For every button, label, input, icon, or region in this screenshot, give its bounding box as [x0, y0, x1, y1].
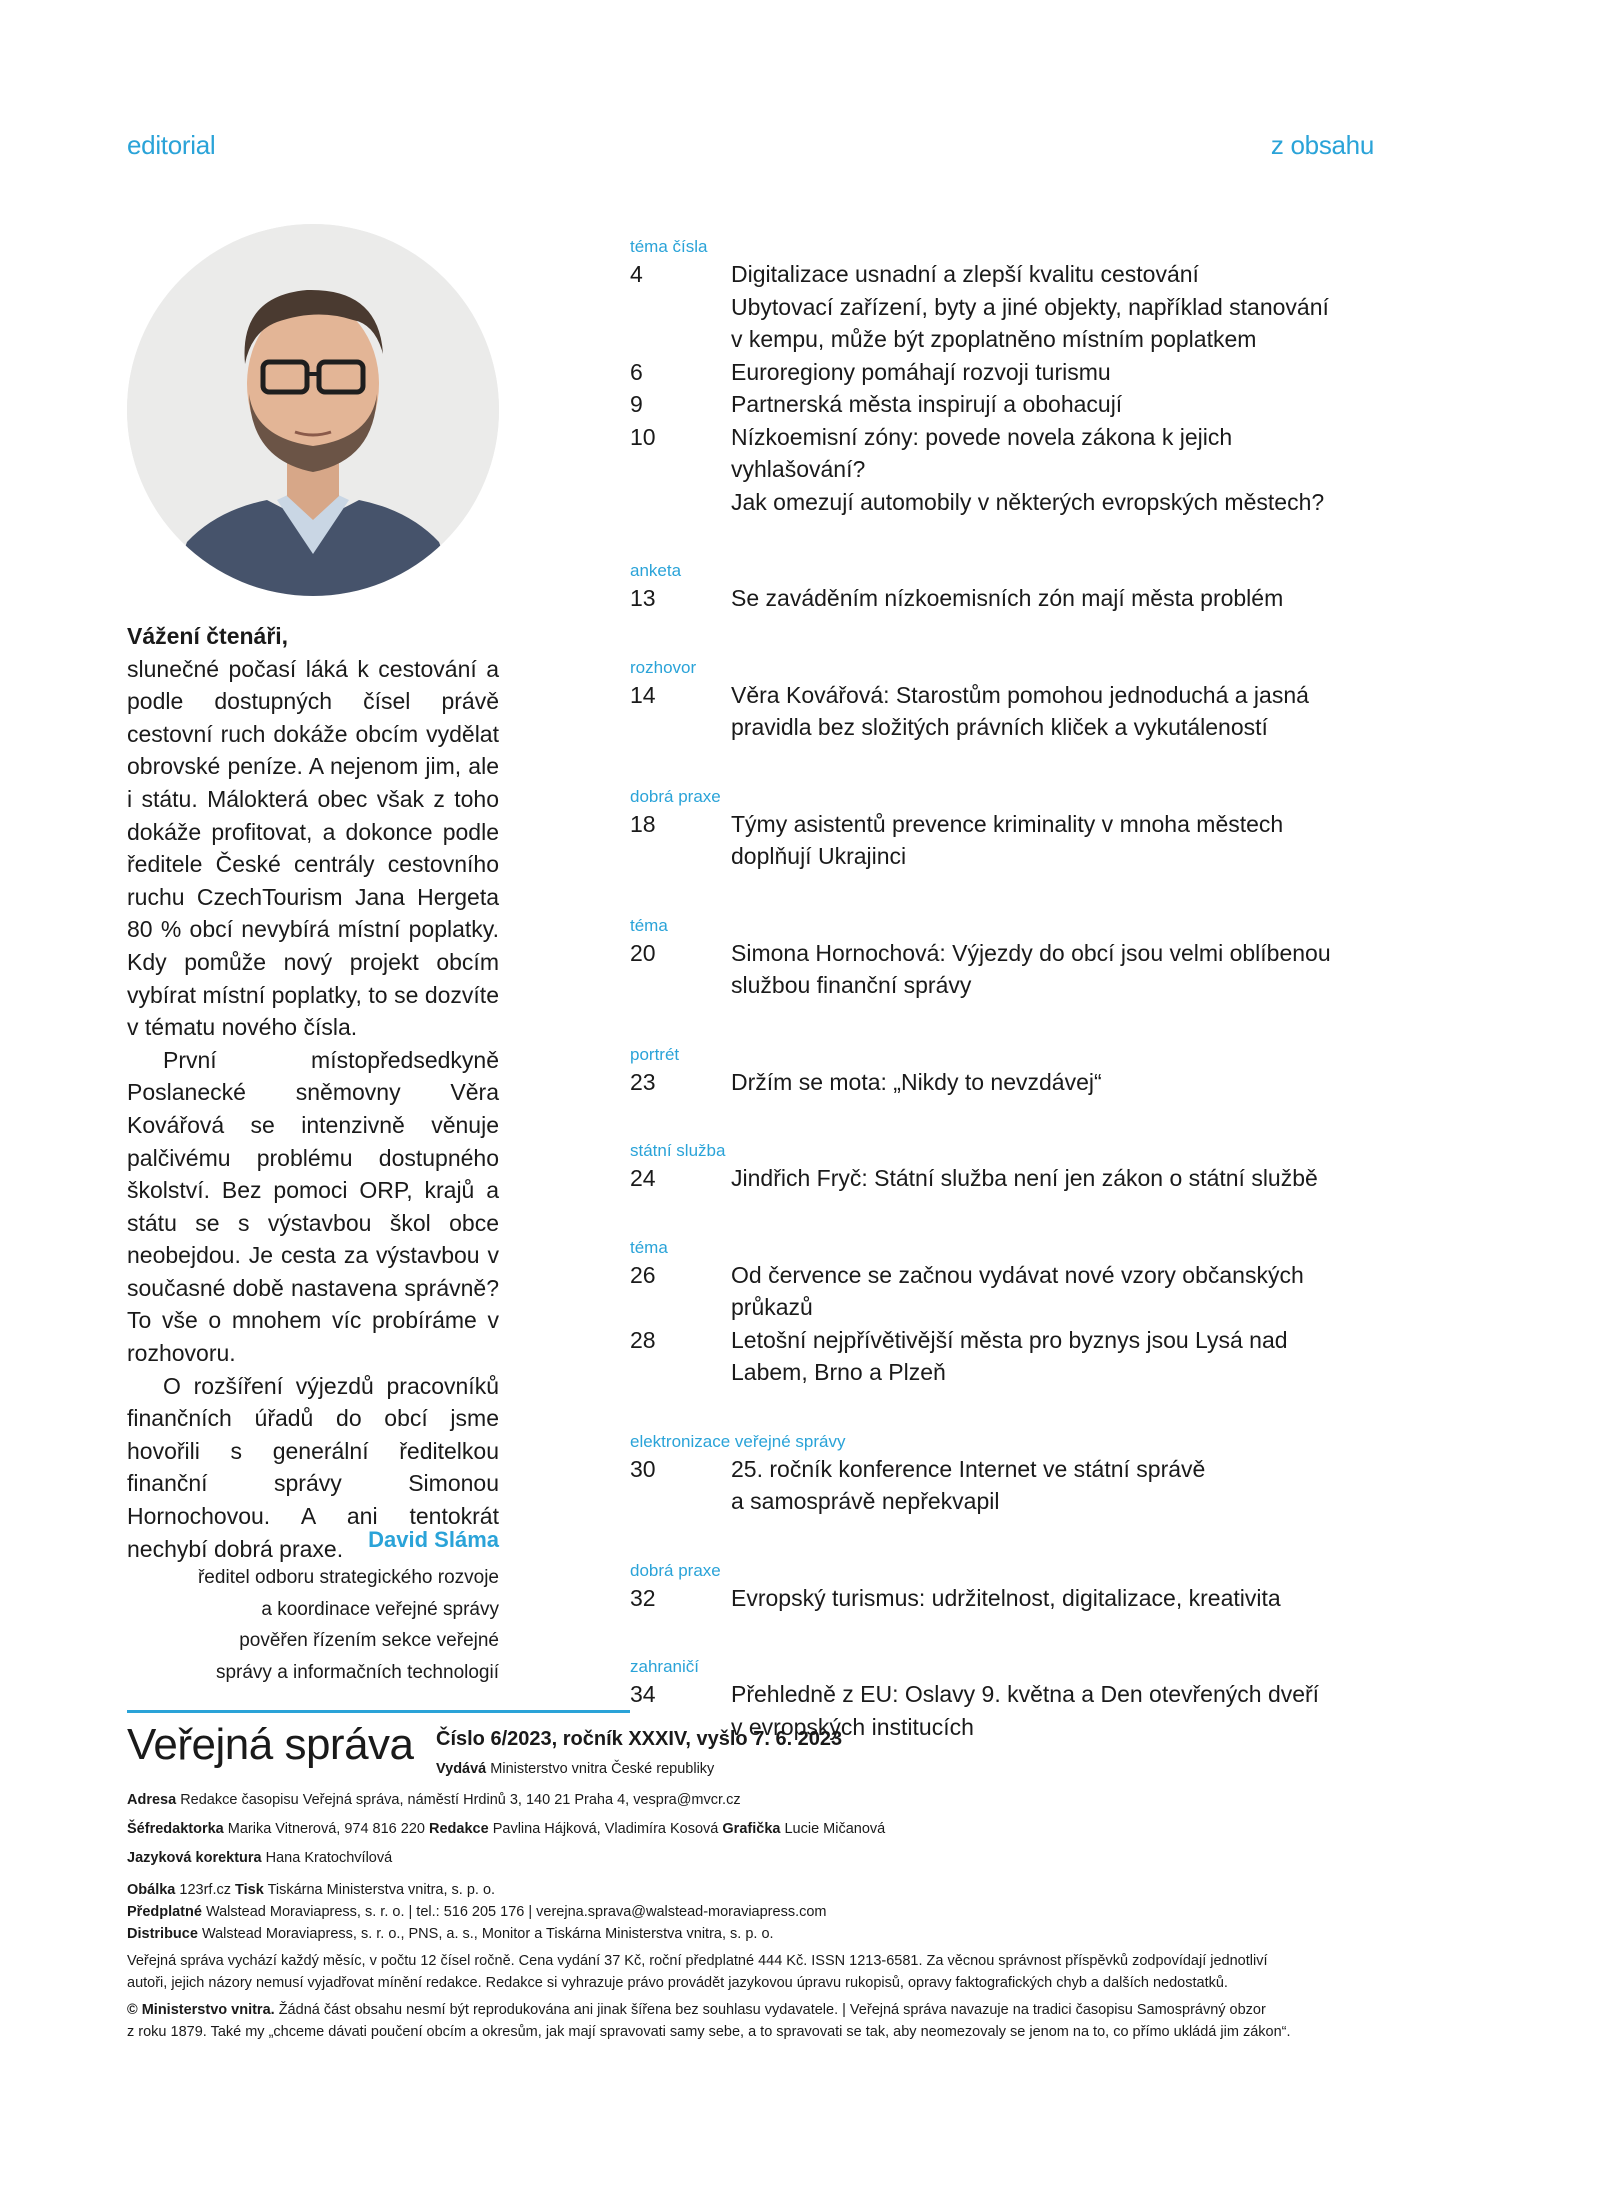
toc-entry[interactable] [630, 258, 1370, 356]
toc-section-label: elektronizace veřejné správy [630, 1431, 846, 1451]
colophon-distribution: Distribuce Walstead Moraviapress, s. r. o., PNS, a. s., Monitor a Tiskárna Ministerstva vnitra, s. p. o. [127, 1926, 774, 1942]
toc-entry[interactable] [630, 388, 1370, 421]
toc-entry-line: Euroregiony pomáhají rozvoji turismu [731, 358, 1111, 385]
toc-entry-line: službou finanční správy [731, 972, 972, 998]
toc-entry-line: 25. ročník konference Internet ve státní správě [731, 1455, 1206, 1482]
colophon-info-line: autoři, jejich názory nemusí vyjadřovat mínění redakce. Redakce si vyhrazuje právo provádět jazykovou úpravu rukopisů, opravy faktografických chyb a dalších nedostatků. [127, 1975, 1228, 1991]
toc-page-number: 30 [630, 1455, 656, 1482]
toc-page-number: 6 [630, 358, 643, 385]
toc-entry-line: Věra Kovářová: Starostům pomohou jednoduchá a jasná [731, 681, 1309, 708]
toc-entry-title [731, 937, 1370, 1002]
toc-entry-title [731, 356, 1370, 389]
toc-entry[interactable] [630, 679, 1370, 744]
toc-entry[interactable] [630, 421, 1370, 519]
author-name: David Sláma [368, 1527, 499, 1552]
colophon-copyright: © Ministerstvo vnitra. Žádná část obsahu nesmí být reprodukována ani jinak šířena bez souhlasu vydavatele. | Veřejná správa navazuje na tradici časopisu Samosprávný obzor [127, 2002, 1266, 2018]
section-header-editorial: editorial [127, 130, 216, 160]
toc-section [630, 1140, 1370, 1195]
issue-info: Číslo 6/2023, ročník XXXIV, vyšlo 7. 6. 2023 [436, 1728, 843, 1750]
editorial-text [127, 620, 499, 1565]
toc-entry-title [731, 1453, 1370, 1518]
colophon-editors: Šéfredaktorka Marika Vitnerová, 974 816 220 Redakce Pavlina Hájková, Vladimíra Kosová Grafička Lucie Mičanová [127, 1821, 886, 1837]
toc-entry-line: Týmy asistentů prevence kriminality v mnoha městech [731, 810, 1284, 837]
toc-entry-title [731, 1162, 1370, 1195]
toc-section-label: rozhovor [630, 657, 697, 677]
toc-page-number: 26 [630, 1261, 656, 1288]
colophon-info-line: Veřejná správa vychází každý měsíc, v počtu 12 čísel ročně. Cena vydání 37 Kč, roční předplatné 444 Kč. ISSN 1213-6581. Za věcnou správnost příspěvků zodpovídají jednotliví [127, 1953, 1268, 1969]
toc-page-number: 32 [630, 1584, 656, 1611]
toc-page-number: 24 [630, 1165, 656, 1191]
toc-entry-title [731, 582, 1370, 615]
editorial-paragraph: slunečné počasí láká k cestování a podle dostupných čísel právě cestovní ruch dokáže obcím vydělat obrovské peníze. A nejenom jim, ale i státu. Málokterá obec však z toho dokáže profitovat, a dokonce podle ředitele České centrály cestovního ruchu CzechTourism Jana Hergeta 80 % obcí nevybírá místní poplatky. Kdy pomůže nový projekt obcím vybírat místní poplatky, to se dozvíte v tématu nového čísla. [127, 655, 499, 1041]
author-role-line: a koordinace veřejné správy [261, 1598, 499, 1620]
toc-section [630, 657, 1370, 744]
toc-page-number: 18 [630, 810, 656, 837]
colophon-subscription: Předplatné Walstead Moraviapress, s. r. o. | tel.: 516 205 176 | verejna.sprava@walstead-moraviapress.com [127, 1904, 827, 1920]
toc-page-number: 28 [630, 1326, 656, 1353]
toc-section-label: anketa [630, 561, 682, 580]
toc-entry-line: Se zaváděním nízkoemisních zón mají města problém [731, 585, 1284, 611]
toc-section [630, 1560, 1370, 1615]
colophon-cover-print: Obálka 123rf.cz Tisk Tiskárna Ministerstva vnitra, s. p. o. [127, 1882, 496, 1898]
author-portrait-photo [127, 224, 499, 596]
toc-section [630, 1237, 1370, 1389]
toc-page-number: 10 [630, 423, 656, 450]
author-role-line: pověřen řízením sekce veřejné [239, 1630, 499, 1651]
toc-entry-line: Ubytovací zařízení, byty a jiné objekty, například stanování [731, 293, 1329, 320]
toc-page-number: 14 [630, 681, 656, 708]
toc-entry-line: doplňují Ukrajinci [731, 843, 907, 869]
table-of-contents [630, 236, 1370, 1743]
toc-entry-line: Labem, Brno a Plzeň [731, 1359, 946, 1385]
toc-entry-title [731, 1582, 1370, 1615]
toc-section-label: zahraničí [630, 1657, 699, 1676]
editorial-paragraph: První místopředsedkyně Poslanecké sněmovny Věra Kovářová se intenzivně věnuje palčivému problému dostupného školství. Bez pomoci ORP, krajů a státu se s výstavbou škol obce neobejdou. Je cesta za výstavbou v současné době nastavena správně? To vše o mnohem víc probíráme v rozhovoru. [127, 1046, 499, 1367]
colophon-proofreading: Jazyková korektura Hana Kratochvílová [127, 1850, 393, 1866]
toc-page-number: 4 [630, 261, 643, 287]
toc-entry-line: Nízkoemisní zóny: povede novela zákona k jejich vyhlašování? [731, 423, 1233, 482]
author-role-line: ředitel odboru strategického rozvoje [197, 1567, 499, 1588]
toc-section-label: téma [630, 915, 668, 935]
toc-section-label: téma čísla [630, 237, 708, 256]
toc-entry-line: Digitalizace usnadní a zlepší kvalitu cestování [731, 261, 1199, 287]
toc-page-number: 23 [630, 1068, 656, 1095]
toc-page-number: 13 [630, 585, 656, 611]
toc-entry-line: Letošní nejpřívětivější města pro byznys jsou Lysá nad [731, 1326, 1288, 1353]
toc-entry-line: Jindřich Fryč: Státní služba není jen zákon o státní službě [731, 1165, 1318, 1191]
toc-entry-title [731, 421, 1370, 519]
toc-section [630, 1431, 1370, 1518]
colophon-copyright-line: z roku 1879. Také my „chceme dávati poučení obcím a okresům, jak mají spravovati samy sebe, a to spravovati se tak, aby neomezovaly se jenom na to, co přímo ukládá jim zákon“. [127, 2024, 1291, 2040]
section-header-contents: z obsahu [1270, 130, 1374, 160]
toc-entry[interactable] [630, 356, 1370, 389]
toc-section [630, 786, 1370, 873]
portrait-illustration [127, 224, 499, 596]
toc-section [630, 1044, 1370, 1099]
toc-section [630, 560, 1370, 615]
toc-entry-line: Jak omezují automobily v některých evropských městech? [731, 488, 1325, 515]
toc-entry[interactable] [630, 1259, 1370, 1324]
toc-entry[interactable] [630, 582, 1370, 615]
toc-entry-title [731, 808, 1370, 873]
toc-entry[interactable] [630, 1453, 1370, 1518]
colophon-publisher: Vydává Ministerstvo vnitra České republiky [436, 1761, 715, 1777]
magazine-logo: Veřejná správa [127, 1720, 414, 1769]
toc-section-label: portrét [630, 1044, 680, 1064]
toc-entry[interactable] [630, 1066, 1370, 1099]
toc-page-number: 34 [630, 1681, 656, 1707]
toc-section-label: státní služba [630, 1141, 726, 1160]
toc-entry-line: v evropských institucích [731, 1713, 974, 1740]
toc-section-label: téma [630, 1237, 668, 1257]
toc-entry-line: Partnerská města inspirují a obohacují [731, 391, 1123, 417]
toc-entry-title [731, 1324, 1370, 1389]
author-role [198, 1562, 499, 1688]
toc-entry[interactable] [630, 1582, 1370, 1615]
author-role-line: správy a informačních technologií [215, 1661, 499, 1683]
toc-entry-line: pravidla bez složitých právních kliček a vykutáleností [731, 714, 1268, 740]
toc-entry[interactable] [630, 1162, 1370, 1195]
toc-entry-title [731, 388, 1370, 421]
toc-entry-title [731, 1066, 1370, 1099]
editorial-greeting: Vážení čtenáři, [127, 623, 289, 649]
toc-entry-line: Přehledně z EU: Oslavy 9. května a Den otevřených dveří [731, 1681, 1320, 1707]
toc-page-number: 9 [630, 391, 643, 417]
colophon-address: Adresa Redakce časopisu Veřejná správa, náměstí Hrdinů 3, 140 21 Praha 4, vespra@mvcr.cz [127, 1792, 741, 1808]
toc-section-label: dobrá praxe [630, 786, 721, 806]
toc-entry-line: Držím se mota: „Nikdy to nevzdávej“ [731, 1068, 1102, 1095]
toc-page-number: 20 [630, 939, 656, 966]
toc-entry-line: Evropský turismus: udržitelnost, digitalizace, kreativita [731, 1584, 1281, 1611]
toc-section-label: dobrá praxe [630, 1560, 721, 1580]
divider [127, 1710, 630, 1713]
toc-section [630, 236, 1370, 518]
toc-entry-line: a samosprávě nepřekvapil [731, 1488, 1000, 1514]
toc-entry-title [731, 1259, 1370, 1324]
toc-section [630, 915, 1370, 1002]
toc-entry-title [731, 679, 1370, 744]
toc-entry[interactable] [630, 937, 1370, 1002]
toc-entry-line: Od července se začnou vydávat nové vzory občanských průkazů [731, 1261, 1304, 1320]
toc-entry-line: v kempu, může být zpoplatněno místním poplatkem [731, 326, 1257, 352]
toc-entry-title [731, 258, 1370, 356]
toc-entry-line: Simona Hornochová: Výjezdy do obcí jsou velmi oblíbenou [731, 939, 1331, 966]
toc-entry[interactable] [630, 808, 1370, 873]
toc-entry[interactable] [630, 1324, 1370, 1389]
editorial-paragraph: O rozšíření výjezdů pracovníků finančních úřadů do obcí jsme hovořili s generální ředitelkou finanční správy Simonou Hornochovou. A ani tentokrát nechybí dobrá praxe. [127, 1372, 499, 1562]
